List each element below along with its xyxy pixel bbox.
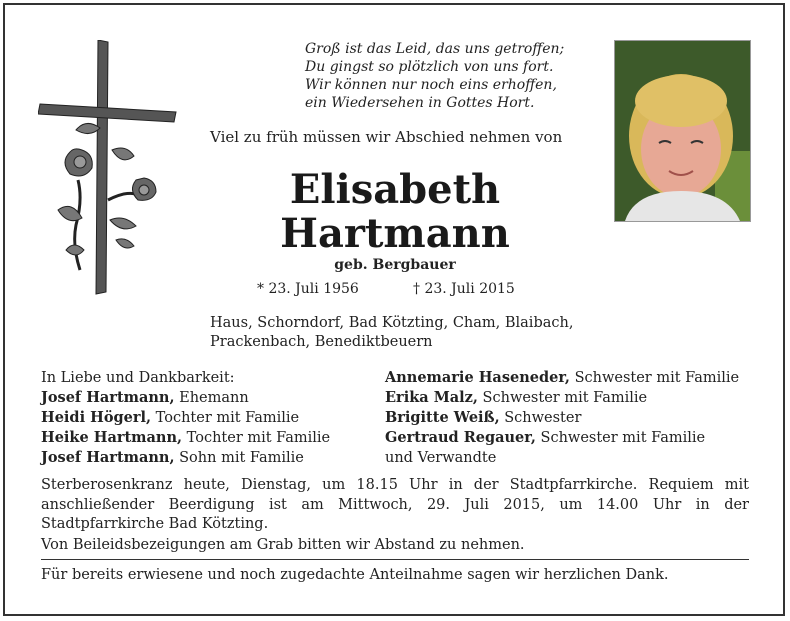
mourner-relation: Schwester mit Familie [477, 390, 648, 406]
mourner-name: Josef Hartmann, [41, 389, 175, 406]
mourner-row [385, 368, 739, 388]
poem-line: Groß ist das Leid, das uns getroffen; [305, 41, 565, 57]
portrait-photo [614, 40, 751, 222]
mourner-name: Heike Hartmann, [41, 429, 183, 446]
deceased-last-name: Hartmann [280, 210, 510, 257]
mourner-relation: In Liebe und Dankbarkeit: [41, 370, 235, 386]
mourner-row [41, 368, 330, 388]
mourner-row [385, 428, 739, 448]
places [210, 314, 573, 352]
mourner-relation: Ehemann [174, 390, 249, 406]
portrait-image [615, 41, 750, 221]
mourner-relation: Schwester mit Familie [569, 370, 740, 386]
mourners-left [41, 368, 330, 468]
places-line: Prackenbach, Benediktbeuern [210, 334, 433, 350]
mourner-name: Josef Hartmann, [41, 449, 175, 466]
mourner-row [41, 448, 330, 468]
mourner-row [385, 388, 739, 408]
mourner-row [385, 408, 739, 428]
deceased-first-name: Elisabeth [289, 166, 501, 213]
mourner-relation: Sohn mit Familie [174, 450, 304, 466]
mourner-relation: Schwester mit Familie [535, 430, 706, 446]
mourner-relation: und Verwandte [385, 450, 497, 466]
mourner-name: Brigitte Weiß, [385, 409, 500, 426]
condolence-notice: Von Beileidsbezeigungen am Grab bitten wir Abstand zu nehmen. [41, 537, 525, 553]
mourner-relation: Tochter mit Familie [182, 430, 331, 446]
mourner-relation: Schwester [499, 410, 582, 426]
poem-line: Du gingst so plötzlich von uns fort. [305, 59, 554, 75]
mourner-name: Gertraud Regauer, [385, 429, 536, 446]
mourner-row [41, 428, 330, 448]
cross-with-roses-icon [38, 40, 178, 295]
places-line: Haus, Schorndorf, Bad Kötzting, Cham, Blaibach, [210, 315, 574, 331]
poem [305, 40, 564, 112]
divider [41, 559, 749, 560]
birth-name: geb. Bergbauer [334, 257, 456, 273]
mourners-right [385, 368, 739, 468]
mourner-relation: Tochter mit Familie [151, 410, 300, 426]
mourner-row [41, 408, 330, 428]
thanks-text: Für bereits erwiesene und noch zugedachte Anteilnahme sagen wir herzlichen Dank. [41, 567, 669, 583]
mourner-row [41, 388, 330, 408]
funeral-notice: Sterberosenkranz heute, Dienstag, um 18.15 Uhr in der Stadtpfarrkirche. Requiem mit anschließender Beerdigung ist am Mittwoch, 29. Juli 2015, um 14.00 Uhr in der Stadtpfarrkirche Bad Kötzting. [41, 477, 749, 532]
death-date: † 23. Juli 2015 [413, 281, 515, 297]
mourner-name: Heidi Högerl, [41, 409, 152, 426]
poem-line: Wir können nur noch eins erhoffen, [305, 77, 557, 93]
intro-text: Viel zu früh müssen wir Abschied nehmen von [210, 128, 563, 146]
mourner-row [385, 448, 739, 468]
birth-date: * 23. Juli 1956 [257, 281, 359, 297]
mourner-name: Annemarie Haseneder, [385, 369, 570, 386]
mourner-name: Erika Malz, [385, 389, 478, 406]
poem-line: ein Wiedersehen in Gottes Hort. [305, 95, 535, 111]
